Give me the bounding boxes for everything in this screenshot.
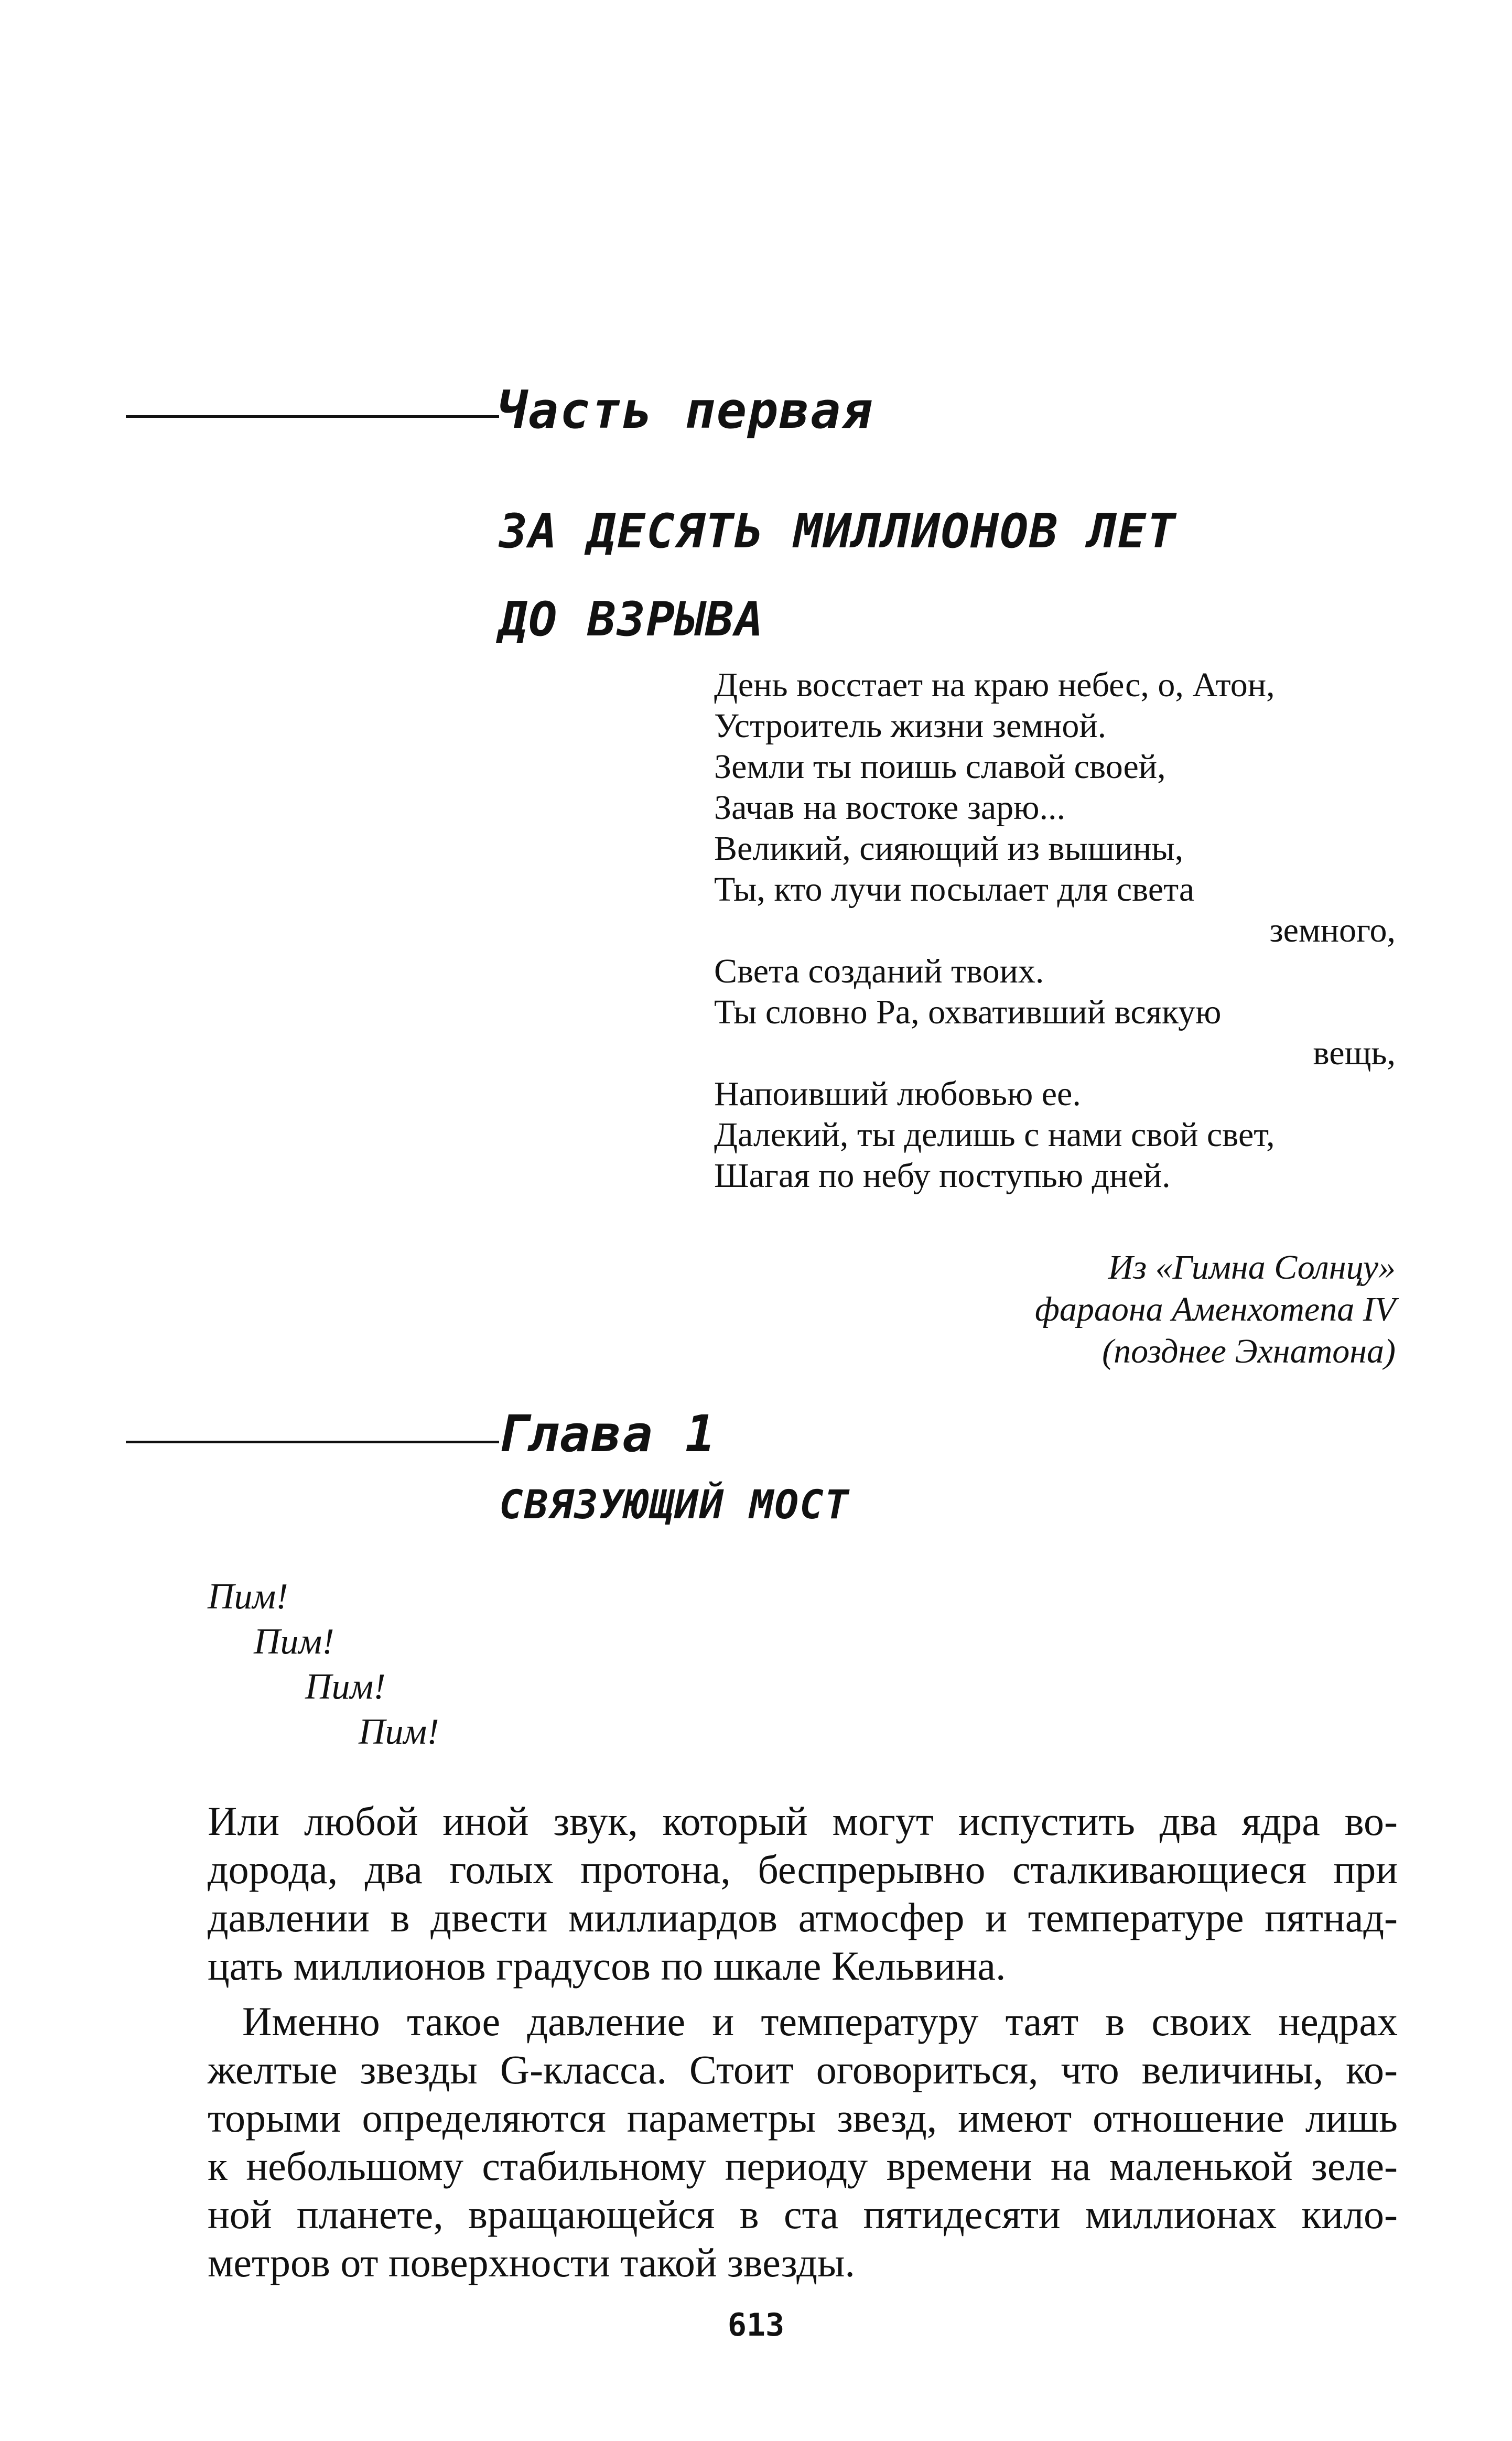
body-line: Или любой иной звук, который могут испустить два ядра во- — [208, 1798, 1398, 1844]
sound-line: Пим! — [305, 1667, 386, 1707]
body-line: метров от поверхности такой звезды. — [208, 2240, 855, 2285]
part-title — [499, 488, 1176, 664]
epigraph-line: Света созданий твоих. — [714, 952, 1044, 990]
epigraph-line-continuation: вещь, — [1313, 1034, 1396, 1072]
chapter-heading-rule — [126, 1441, 499, 1443]
body-line: ной планете, вращающейся в ста пятидесяти миллионах кило- — [208, 2191, 1398, 2237]
page-number: 613 — [727, 2307, 785, 2343]
chapter-label: Глава 1 — [497, 1405, 717, 1463]
epigraph-line: Зачав на востоке зарю... — [714, 789, 1065, 827]
part-heading-rule — [126, 415, 499, 418]
body-line: Именно такое давление и температуру таят в своих недрах — [242, 1999, 1398, 2044]
epigraph-line: Ты словно Ра, охвативший всякую — [714, 993, 1222, 1031]
part-title-line: ДО ВЗРЫВА — [499, 592, 764, 647]
body-line: к небольшому стабильному периоду времени на маленькой зеле- — [208, 2143, 1398, 2189]
attribution-line: фараона Аменхотепа IV — [1035, 1290, 1396, 1328]
epigraph-line: Великий, сияющий из вышины, — [714, 829, 1184, 868]
part-title-line: ЗА ДЕСЯТЬ МИЛЛИОНОВ ЛЕТ — [499, 504, 1177, 559]
sound-line: Пим! — [208, 1576, 288, 1617]
epigraph-line: День восстает на краю небес, о, Атон, — [714, 666, 1275, 704]
epigraph-line: Напоивший любовью ее. — [714, 1075, 1081, 1113]
epigraph-line: Устроитель жизни земной. — [714, 707, 1107, 745]
body-line: желтые звезды G-класса. Стоит оговориться, что величины, ко- — [208, 2047, 1398, 2092]
epigraph-line: Шагая по небу поступью дней. — [714, 1157, 1171, 1195]
epigraph-line: Земли ты поишь славой своей, — [714, 748, 1166, 786]
epigraph-line: Ты, кто лучи посылает для света — [714, 870, 1195, 909]
epigraph-attribution — [1035, 1247, 1396, 1373]
paragraph-gap — [208, 1990, 1398, 1997]
body-line: давлении в двести миллиардов атмосфер и температуре пятнад- — [208, 1895, 1398, 1940]
epigraph — [714, 665, 1396, 1196]
sound-line: Пим! — [359, 1712, 439, 1752]
body-text — [208, 1797, 1398, 2287]
chapter-title: СВЯЗУЮЩИЙ МОСТ — [499, 1481, 850, 1528]
body-line: цать миллионов градусов по шкале Кельвина. — [208, 1943, 1006, 1989]
part-label: Часть первая — [497, 381, 873, 440]
attribution-line: Из «Гимна Солнцу» — [1108, 1248, 1396, 1287]
attribution-line: (позднее Эхнатона) — [1102, 1332, 1396, 1370]
body-line: дорода, два голых протона, беспрерывно сталкивающиеся при — [208, 1846, 1398, 1892]
body-line: торыми определяются параметры звезд, имеют отношение лишь — [208, 2095, 1398, 2141]
epigraph-line: Далекий, ты делишь с нами свой свет, — [714, 1116, 1275, 1154]
epigraph-line-continuation: земного, — [1269, 911, 1396, 949]
sound-line: Пим! — [254, 1622, 334, 1662]
